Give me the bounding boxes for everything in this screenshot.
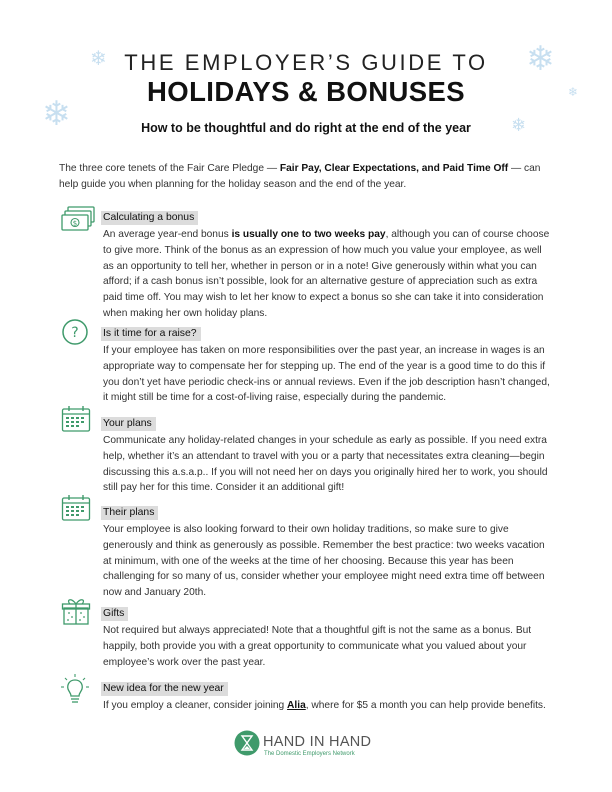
page-subtitle: How to be thoughtful and do right at the end of the year [141,121,471,135]
snowflake-icon: ❄ [90,46,107,70]
calendar-icon [61,405,91,433]
section-new-idea [103,678,553,714]
section-heading: Their plans [101,506,158,520]
section-gifts [103,603,553,670]
snowflake-icon: ❄ [42,94,71,134]
lightbulb-icon [60,673,90,707]
body-text: An average year-end bonus [103,229,232,240]
snowflake-icon: ❄ [568,85,579,99]
section-heading: Calculating a bonus [101,211,198,225]
intro-text: The three core tenets of the Fair Care Pledge — [59,163,280,174]
question-icon [61,318,89,346]
section-body [103,227,553,322]
calendar-icon [61,494,91,522]
alia-link[interactable]: Alia [287,700,306,711]
hourglass-logo-icon [234,730,260,756]
section-body: Communicate any holiday-related changes in your schedule as early as possible. If you need extra help, whether it’s an attendant to travel with you or a party that necessitates extra cleaning—begin discussing this a.s.a.p.. If you will not need her on days you originally hired her to work, you should still pay her for this time. Consider it an additional gift! [103,435,548,494]
body-text: , although you can of course choose to give more. Think of the bonus as an expression of how much you value your employee, as well as an opportunity to tell her, whether in person or in a note! Give generously within what you can afford; if a cash bonus isn’t possible, look for an alternative gesture of appreciation such as extra paid time off. You may wish to let her know to expect a bonus so she can take it into consideration when making her own holiday plans. [103,229,550,319]
section-your-plans [103,413,553,496]
intro-paragraph [59,161,549,193]
section-heading: Gifts [101,607,128,621]
body-emphasis: is usually one to two weeks pay [231,229,386,240]
body-text: , where for $5 a month you can help provide benefits. [305,700,546,711]
svg-text:?: ? [71,325,79,341]
section-heading: Is it time for a raise? [101,327,201,341]
body-text: If you employ a cleaner, consider joining [103,700,288,711]
section-body [103,698,553,714]
intro-text: — can help guide you when planning for the holiday season and the end of the year. [59,163,541,190]
section-calculating-bonus [103,207,553,322]
svg-text:$: $ [72,219,78,228]
section-raise [103,323,553,406]
page-title: HOLIDAYS & BONUSES [147,76,465,107]
section-body: Not required but always appreciated! Note that a thoughtful gift is not the same as a bonus. But happily, both provide you with a great opportunity to communicate what you valued about your employee’s work over the past year. [103,625,532,668]
footer-tagline: The Domestic Employers Network [264,751,355,757]
snowflake-icon: ❄ [511,115,527,136]
section-heading: Your plans [101,417,156,431]
intro-tenets: Fair Pay, Clear Expectations, and Paid Time Off [279,163,509,174]
money-icon [60,205,96,235]
section-body: If your employee has taken on more responsibilities over the past year, an increase in wages is an appropriate way to compensate her for stepping up. The end of the year is a good time to do this if you don’t yet have periodic check-ins or annual reviews. Even if the job description hasn’t changed, it might still be time for a cost-of-living raise, especially during the pandemic. [103,345,550,404]
footer-brand: HAND IN HAND [263,734,372,750]
section-their-plans [103,502,553,601]
title-prefix: THE EMPLOYER’S GUIDE TO [124,50,488,75]
section-heading: New idea for the new year [101,682,228,696]
snowflake-icon: ❄ [526,39,555,79]
gift-icon [61,596,91,626]
section-body: Your employee is also looking forward to their own holiday traditions, so make sure to give generously and think as generously as possible. Remember the best practice: two weeks vacation at minimum, with one of the weeks at the time of her choosing. Because this year has been challenging for so many of us, consider whether your employee might need extra time off between now and January 20th. [103,524,545,599]
